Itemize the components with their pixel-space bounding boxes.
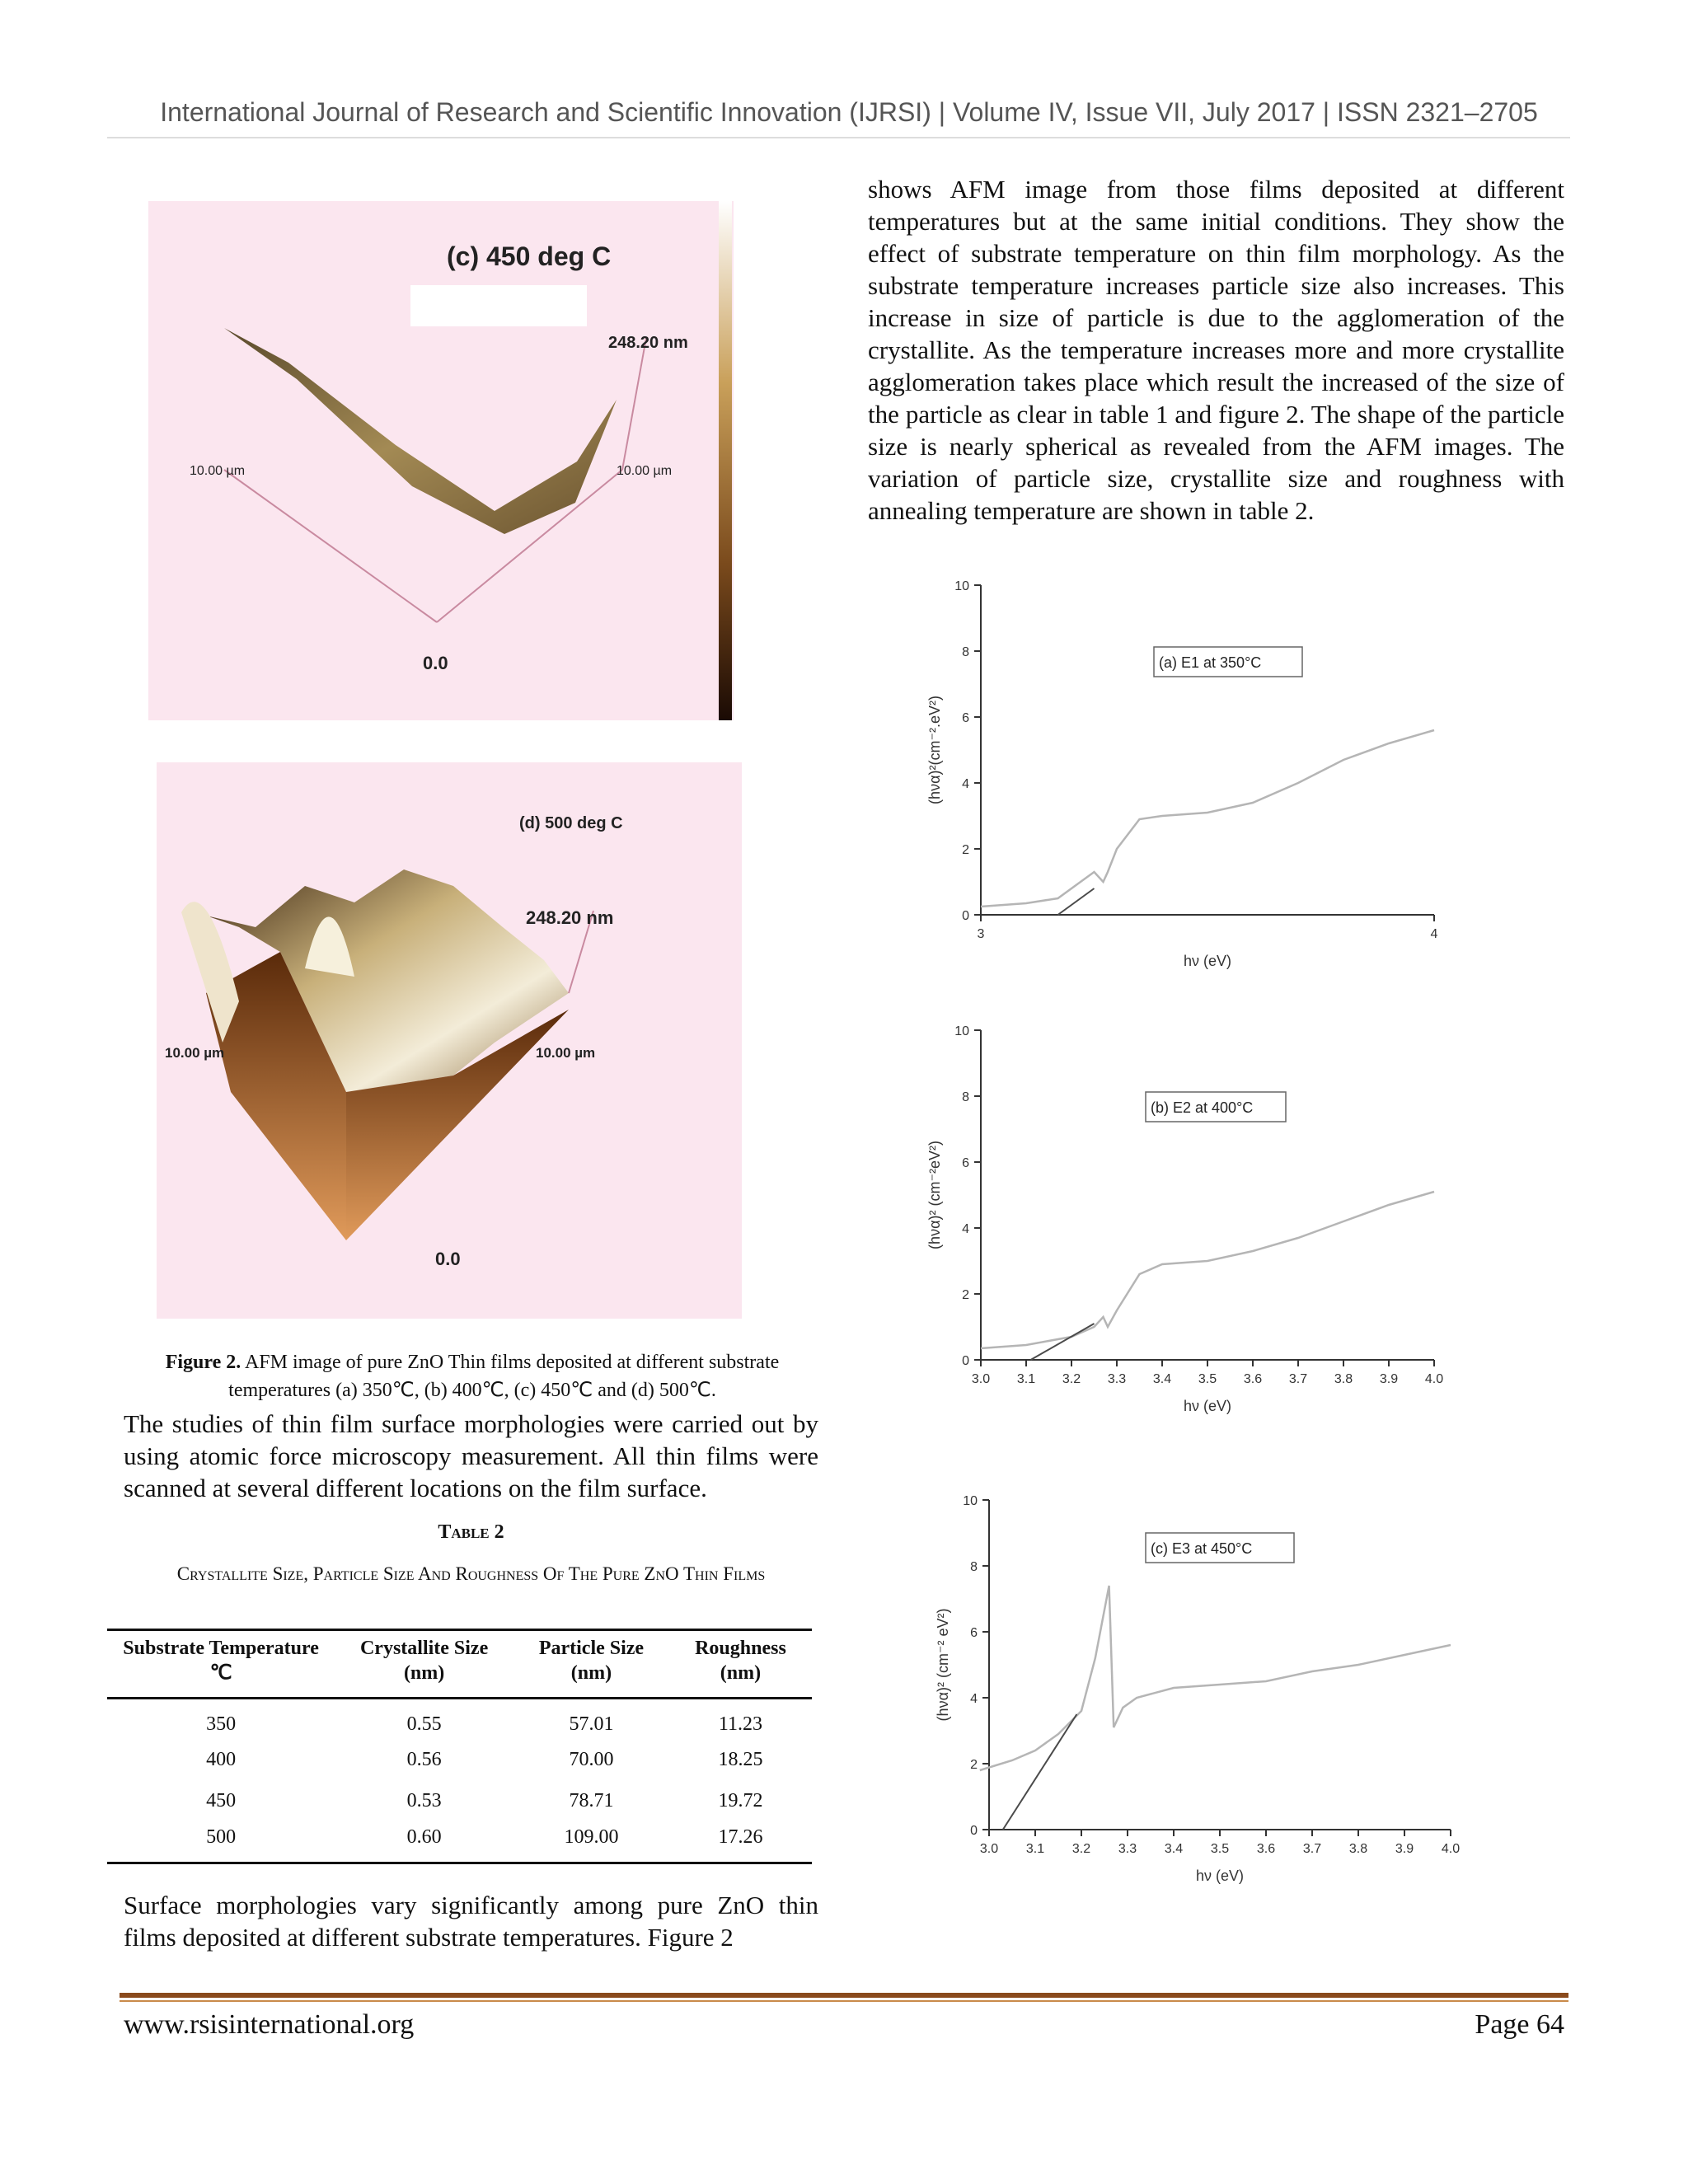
- afm-c-title: (c) 450 deg C: [447, 241, 612, 271]
- table-cell: 18.25: [718, 1749, 763, 1770]
- left-paragraph-2: Surface morphologies vary significantly among pure ZnO thin films deposited at different substrate temperatures. Figure 2: [124, 1891, 818, 1952]
- y-tick-label: 0: [962, 1354, 969, 1368]
- table-header: Substrate Temperature ℃: [107, 1630, 335, 1699]
- y-tick-label: 6: [962, 711, 969, 725]
- y-tick-label: 8: [962, 645, 969, 659]
- table-header: Roughness (nm): [669, 1630, 812, 1699]
- table-cell: 400: [206, 1749, 237, 1770]
- tauc-plot-b: [898, 1014, 1475, 1434]
- table-cell: 0.60: [335, 1822, 513, 1863]
- data-series-line: [980, 1586, 1451, 1770]
- left-paragraph-1: The studies of thin film surface morphologies were carried out by using atomic force microscopy measurement. All thin films were scanned at several different locations on the film surface.: [124, 1409, 818, 1502]
- x-tick-label: 3.5: [1198, 1372, 1217, 1386]
- afm-c-svg: [148, 165, 758, 725]
- table-header-row: [107, 1630, 812, 1699]
- running-header: International Journal of Research and Scientific Innovation (IJRSI) | Volume IV, Issue VII, July 2017 | ISSN 2321–2705: [160, 97, 1538, 127]
- y-tick-label: 10: [954, 579, 969, 593]
- x-tick-label: 3.7: [1288, 1372, 1308, 1386]
- data-series-line: [981, 1192, 1434, 1348]
- table-row: [107, 1740, 812, 1781]
- afm-d-svg: [157, 762, 750, 1323]
- table-cell: 0.56: [406, 1749, 442, 1770]
- tangent-line: [1058, 888, 1095, 915]
- y-axis-label: (hνα)²(cm⁻².eV²): [926, 696, 943, 804]
- y-tick-label: 8: [970, 1560, 978, 1574]
- tauc-plot-c: [898, 1483, 1475, 1920]
- y-tick-label: 2: [962, 843, 969, 857]
- afm-d-z-label: 248.20 nm: [526, 907, 614, 928]
- table-row: [107, 1699, 812, 1740]
- table-cell: 17.26: [669, 1822, 812, 1863]
- x-tick-label: 4.0: [1441, 1842, 1461, 1856]
- x-tick-label: 3.1: [1016, 1372, 1036, 1386]
- x-tick-label: 3.2: [1071, 1842, 1091, 1856]
- table-cell: 78.71: [569, 1790, 614, 1811]
- x-tick-label: 3.9: [1395, 1842, 1414, 1856]
- afm-c-origin: 0.0: [423, 653, 448, 673]
- legend-label: (c) E3 at 450°C: [1151, 1540, 1253, 1557]
- x-tick-label: 3.7: [1302, 1842, 1322, 1856]
- x-tick-label: 3.4: [1152, 1372, 1172, 1386]
- data-series-line: [981, 730, 1434, 907]
- y-tick-label: 10: [963, 1494, 978, 1508]
- y-axis-label: (hνα)² (cm⁻²eV²): [926, 1141, 943, 1249]
- afm-image-d: [157, 762, 750, 1323]
- afm-c-background: [148, 201, 734, 720]
- y-axis-label: (hνα)² (cm⁻² eV²): [935, 1608, 951, 1722]
- y-tick-label: 4: [962, 777, 969, 791]
- afm-d-x-right: 10.00 µm: [536, 1045, 596, 1061]
- figure-caption-text: AFM image of pure ZnO Thin films deposited at different substrate temperatures (a) 350℃, (b) 400℃, (c) 450℃ and (d) 500℃.: [228, 1352, 780, 1401]
- table-cell: 70.00: [569, 1749, 614, 1770]
- x-axis-label: hν (eV): [1195, 1868, 1245, 1884]
- x-tick-label: 3.9: [1379, 1372, 1399, 1386]
- afm-c-x-right: 10.00 µm: [617, 464, 673, 478]
- y-tick-label: 0: [962, 909, 969, 923]
- x-tick-label: 4.0: [1424, 1372, 1444, 1386]
- figure-caption: [122, 1348, 823, 1404]
- y-tick-label: 0: [970, 1824, 978, 1838]
- data-table: [107, 1629, 812, 1864]
- footer-rule-thin: [120, 2000, 1568, 2002]
- afm-d-title: (d) 500 deg C: [519, 814, 623, 832]
- table-cell: 500: [107, 1822, 335, 1863]
- afm-c-z-label: 248.20 nm: [608, 334, 688, 352]
- x-tick-label: 3.0: [979, 1842, 999, 1856]
- x-tick-label: 3.8: [1348, 1842, 1368, 1856]
- legend-label: (b) E2 at 400°C: [1151, 1099, 1254, 1116]
- y-tick-label: 2: [970, 1758, 978, 1772]
- x-tick-label: 3.3: [1118, 1842, 1137, 1856]
- table-row: [107, 1781, 812, 1822]
- x-tick-label: 3.6: [1243, 1372, 1263, 1386]
- footer-page-number: Page 64: [1475, 2009, 1564, 2040]
- y-tick-label: 6: [970, 1626, 978, 1640]
- footer-rule: [120, 1993, 1568, 1998]
- table-cell: 350: [206, 1713, 237, 1735]
- x-tick-label: 3.0: [971, 1372, 991, 1386]
- y-tick-label: 10: [954, 1024, 969, 1038]
- y-tick-label: 4: [962, 1222, 969, 1236]
- x-tick-label: 3.5: [1210, 1842, 1230, 1856]
- tangent-line: [1003, 1714, 1077, 1830]
- right-paragraph: shows AFM image from those films deposited at different temperatures but at the same initial conditions. They show the effect of substrate temperature on thin film morphology. As the substrate temperature increases particle size also increases. This increase in size of particle is due to the agglomeration of the crystallite. As the temperature increases more and more crystallite agglomeration takes place which result the increased of the size of the particle as clear in table 1 and figure 2. The shape of the particle size is nearly spherical as revealed from the AFM images. The variation of particle size, crystallite size and roughness with annealing temperature are shown in table 2.: [868, 175, 1564, 525]
- header-rule: [107, 137, 1570, 138]
- table-title: Table 2: [438, 1521, 504, 1543]
- table-header: Crystallite Size (nm): [335, 1630, 513, 1699]
- x-tick-label: 3: [977, 927, 985, 941]
- table-caption: Crystallite Size, Particle Size And Roughness Of The Pure ZnO Thin Films: [176, 1563, 766, 1584]
- table-row: [107, 1822, 812, 1863]
- afm-image-c: [148, 165, 758, 725]
- table-cell: 19.72: [718, 1790, 763, 1811]
- table-cell: 11.23: [718, 1713, 762, 1735]
- afm-c-blank-box: [410, 285, 587, 326]
- y-tick-label: 2: [962, 1288, 969, 1302]
- y-tick-label: 4: [970, 1692, 978, 1706]
- y-tick-label: 8: [962, 1090, 969, 1104]
- table-cell: 450: [206, 1790, 237, 1811]
- x-axis-label: hν (eV): [1183, 953, 1232, 969]
- figure-caption-label: Figure 2.: [165, 1352, 241, 1373]
- x-tick-label: 3.4: [1164, 1842, 1184, 1856]
- afm-c-colorbar: [719, 201, 732, 720]
- y-tick-label: 6: [962, 1156, 969, 1170]
- table-cell: 57.01: [569, 1713, 614, 1735]
- table-header: Particle Size (nm): [513, 1630, 669, 1699]
- afm-c-x-left: 10.00 µm: [190, 464, 246, 478]
- tauc-plot-a: [898, 569, 1475, 997]
- x-tick-label: 3.6: [1256, 1842, 1276, 1856]
- table-cell: 0.55: [406, 1713, 442, 1735]
- footer-website: www.rsisinternational.org: [124, 2009, 415, 2040]
- x-tick-label: 3.1: [1025, 1842, 1045, 1856]
- x-tick-label: 4: [1430, 927, 1438, 941]
- x-tick-label: 3.2: [1062, 1372, 1081, 1386]
- table-cell: 0.53: [406, 1790, 442, 1811]
- afm-d-x-left: 10.00 µm: [165, 1045, 225, 1061]
- afm-d-origin: 0.0: [435, 1249, 461, 1269]
- x-tick-label: 3.8: [1334, 1372, 1353, 1386]
- x-axis-label: hν (eV): [1183, 1398, 1232, 1414]
- x-tick-label: 3.3: [1107, 1372, 1127, 1386]
- legend-label: (a) E1 at 350°C: [1159, 654, 1262, 671]
- table-cell: 109.00: [513, 1822, 669, 1863]
